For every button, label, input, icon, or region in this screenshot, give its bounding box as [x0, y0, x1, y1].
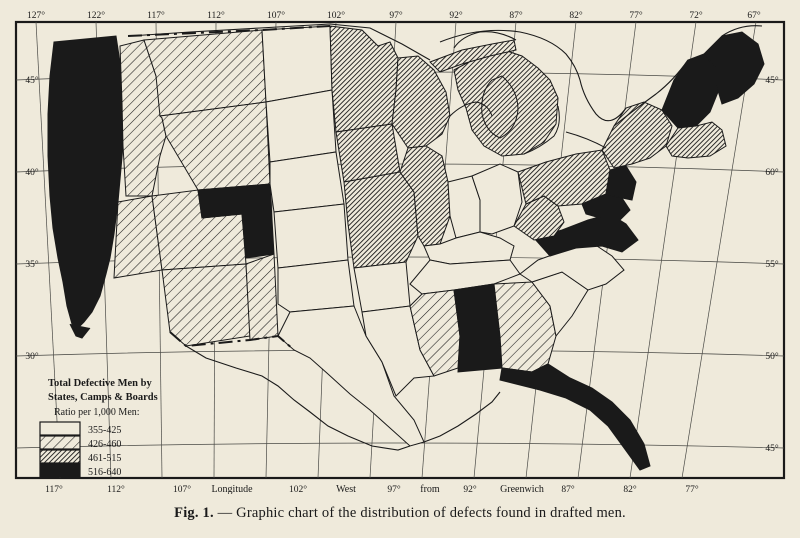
region-north-dakota [262, 26, 332, 102]
figure-caption [0, 505, 800, 522]
top-lon-11: 72° [689, 11, 703, 21]
legend-title-line3: Ratio per 1,000 Men: [54, 407, 140, 418]
legend-label-1: 426-460 [88, 439, 122, 450]
legend-label-3: 516-640 [88, 467, 122, 478]
region-ohio [472, 164, 522, 234]
legend-title-line2: States, Camps & Boards [48, 392, 158, 403]
figure-number: Fig. 1. [174, 505, 214, 521]
region-alabama [454, 284, 502, 372]
bottom-lon-0: 117° [45, 485, 63, 494]
map-figure [10, 6, 790, 494]
region-south-dakota [266, 90, 336, 162]
region-arizona [162, 264, 250, 346]
map-svg [10, 6, 790, 494]
region-arkansas [354, 262, 410, 312]
legend-title-line1: Total Defective Men by [48, 378, 152, 389]
bottom-lon-3: 102° [288, 485, 308, 494]
top-lon-10: 77° [629, 11, 643, 21]
region-oklahoma [278, 260, 354, 312]
figure-caption-text: — Graphic chart of the distribution of defects found in drafted men. [217, 505, 626, 521]
legend-swatch-plain [40, 422, 80, 435]
right-lat-3: 50° [765, 352, 779, 362]
region-missouri [344, 172, 418, 268]
legend-label-0: 355-425 [88, 425, 122, 436]
bottom-lon-1: 112° [107, 485, 125, 494]
top-lon-5: 102° [326, 11, 346, 21]
top-lon-2: 117° [147, 11, 165, 21]
region-montana [144, 30, 266, 116]
top-lon-12: 67° [747, 11, 761, 21]
region-nebraska [270, 152, 344, 212]
left-lat-2: 35° [25, 260, 39, 270]
left-lat-1: 40° [25, 168, 39, 178]
axis-word-from: from [420, 484, 440, 494]
axis-word-longitude: Longitude [211, 484, 253, 494]
top-lon-1: 122° [86, 11, 106, 21]
bottom-lon-8: 77° [685, 485, 699, 494]
region-kansas [274, 204, 348, 268]
left-lat-0: 45° [25, 76, 39, 86]
legend-label-2: 461-515 [88, 453, 122, 464]
top-lon-3: 112° [207, 11, 225, 21]
top-lon-4: 107° [266, 11, 286, 21]
right-lat-1: 60° [765, 168, 779, 178]
top-lon-0: 127° [26, 11, 46, 21]
bottom-lon-4: 97° [387, 485, 401, 494]
right-lat-4: 45° [765, 444, 779, 454]
bottom-lon-7: 82° [623, 485, 637, 494]
bottom-lon-5: 92° [463, 485, 477, 494]
axis-word-greenwich: Greenwich [500, 484, 544, 494]
top-lon-7: 92° [449, 11, 463, 21]
right-lat-2: 55° [765, 260, 779, 270]
legend-swatch-dense-hatch [40, 450, 80, 463]
legend-swatch-solid [40, 464, 80, 477]
legend-swatch-light-hatch [40, 436, 80, 449]
top-lon-8: 87° [509, 11, 523, 21]
top-lon-6: 97° [389, 11, 403, 21]
left-lat-3: 30° [25, 352, 39, 362]
top-lon-9: 82° [569, 11, 583, 21]
axis-word-west: West [336, 484, 356, 494]
right-lat-0: 45° [765, 76, 779, 86]
bottom-lon-2: 107° [172, 485, 192, 494]
bottom-lon-6: 87° [561, 485, 575, 494]
region-new-mexico [246, 254, 278, 340]
